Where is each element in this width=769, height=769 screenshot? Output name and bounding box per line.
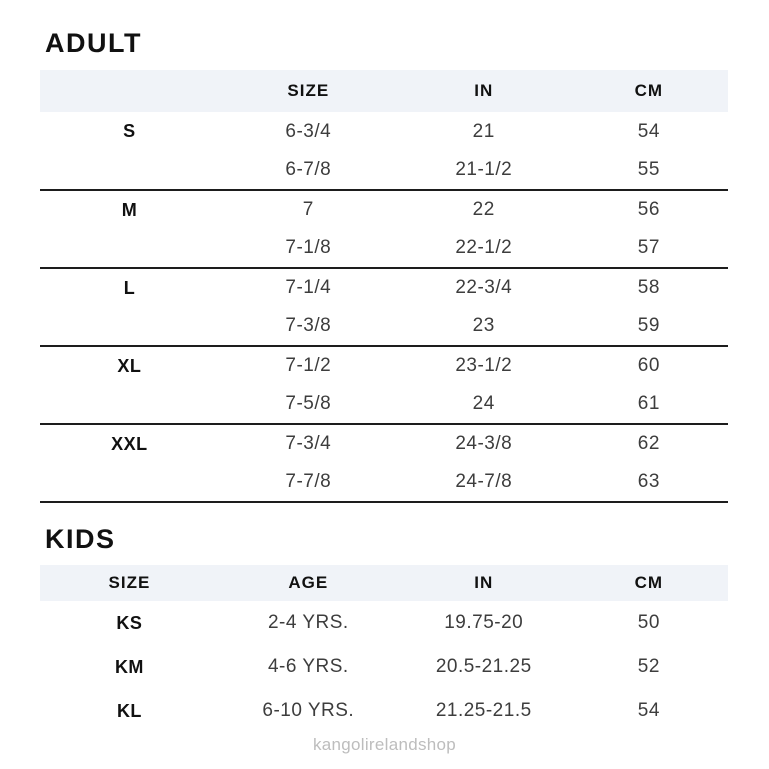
adult-header-cm: CM [570,70,728,112]
table-row [40,307,728,346]
size-group-label: S [123,121,136,141]
size-group-label-empty [40,229,219,268]
cell-cm: 56 [637,199,660,220]
table-row [40,645,728,689]
size-group-label: L [123,277,136,298]
cell-cm: 52 [637,656,660,677]
cell-cm: 58 [637,277,660,298]
table-row [40,385,728,424]
table-row [40,424,728,463]
kids-size-table [40,565,728,733]
cell-in: 19.75-20 [444,612,524,633]
size-group-label: M [121,199,138,220]
section-title-kids: KIDS [45,524,116,554]
size-group-label-empty [40,151,219,190]
cell-in: 24-7/8 [398,463,570,502]
cell-in: 23 [398,307,570,346]
cell-cm: 61 [570,385,728,424]
cell-kids-size: KL [116,700,142,721]
cell-cm: 57 [570,229,728,268]
cell-in: 22-3/4 [455,277,513,298]
table-row [40,689,728,733]
cell-size: 7-1/2 [285,355,332,376]
cell-size: 7 [302,199,314,220]
table-row [40,190,728,229]
cell-in: 24-3/8 [455,433,513,454]
size-chart-page [0,27,769,755]
adult-size-table [40,70,728,503]
cell-size: 7-5/8 [219,385,398,424]
cell-age: 4-6 YRS. [267,656,349,677]
cell-size: 7-7/8 [219,463,398,502]
kids-header-in: IN [398,565,570,601]
table-row [40,229,728,268]
cell-cm: 54 [637,120,660,142]
cell-size: 7-1/8 [219,229,398,268]
adult-group-l [40,268,728,346]
cell-cm: 62 [637,433,660,454]
kids-header-age: AGE [219,565,398,601]
kids-header-row [40,565,728,601]
cell-size: 7-3/4 [285,433,332,454]
size-group-label-empty [40,385,219,424]
section-title-adult: ADULT [45,28,142,58]
cell-size: 7-1/4 [285,277,332,298]
adult-header-size: SIZE [219,70,398,112]
size-group-label-empty [40,307,219,346]
cell-cm: 55 [570,151,728,190]
cell-in: 24 [398,385,570,424]
cell-cm: 59 [570,307,728,346]
cell-in: 21 [472,120,495,142]
cell-in: 21.25-21.5 [435,700,532,721]
adult-header-in: IN [398,70,570,112]
kids-header-size: SIZE [40,565,219,601]
watermark-text: kangolirelandshop [312,735,457,754]
cell-cm: 50 [637,612,660,633]
size-group-label: XL [117,355,142,376]
cell-size: 7-3/8 [219,307,398,346]
cell-cm: 63 [570,463,728,502]
table-row [40,151,728,190]
cell-cm: 54 [637,700,660,721]
adult-group-m [40,190,728,268]
size-group-label: XXL [111,433,148,454]
cell-in: 22-1/2 [398,229,570,268]
adult-group-xl [40,346,728,424]
cell-size: 6-3/4 [285,120,332,142]
table-row [40,346,728,385]
cell-age: 2-4 YRS. [267,612,349,633]
cell-in: 23-1/2 [455,355,513,376]
kids-header-cm: CM [570,565,728,601]
table-row [40,268,728,307]
table-row [40,601,728,645]
adult-group-s [40,112,728,190]
adult-header-row [40,70,728,112]
cell-cm: 60 [637,355,660,376]
cell-size: 6-7/8 [219,151,398,190]
cell-in: 21-1/2 [398,151,570,190]
adult-header-empty [40,70,219,112]
table-row [40,112,728,151]
adult-group-xxl [40,424,728,502]
cell-in: 20.5-21.25 [435,656,532,677]
cell-age: 6-10 YRS. [262,700,355,721]
size-group-label-empty [40,463,219,502]
table-row [40,463,728,502]
cell-kids-size: KS [116,612,143,633]
cell-in: 22 [472,199,495,220]
cell-kids-size: KM [114,656,144,677]
